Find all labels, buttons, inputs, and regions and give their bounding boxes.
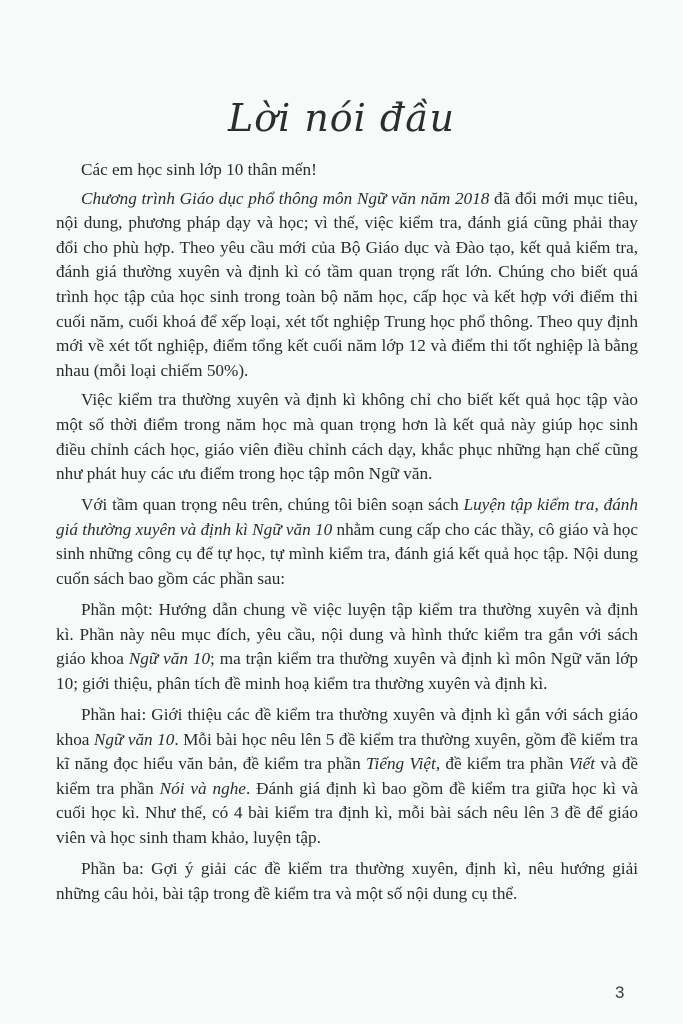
- paragraph-3: Với tầm quan trọng nêu trên, chúng tôi biên soạn sách Luyện tập kiểm tra, đánh giá thường xuyên và định kì Ngữ văn 10 nhằm cung cấp cho các thầy, cô giáo và học sinh những công cụ để tự học, tự mình kiểm tra, đánh giá kết quả học tập. Nội dung cuốn sách bao gồm các phần sau:: [56, 495, 638, 588]
- greeting: Các em học sinh lớp 10 thân mến!: [81, 160, 317, 179]
- section-name-tieng-viet: Tiếng Việt: [365, 754, 436, 774]
- body-text: [56, 158, 638, 913]
- textbook-title: Ngữ văn 10: [93, 729, 175, 749]
- page-title: Lời nói đầu: [227, 96, 455, 140]
- paragraph-part-two: Phần hai: Giới thiệu các đề kiểm tra thường xuyên và định kì gắn với sách giáo khoa Ngữ văn 10. Mỗi bài học nêu lên 5 đề kiểm tra thường xuyên, gồm đề kiểm tra kĩ năng đọc hiểu văn bản, đề kiểm tra phần Tiếng Việt, đề kiểm tra phần Viết và đề kiểm tra phần Nói và nghe. Đánh giá định kì bao gồm đề kiểm tra giữa học kì và cuối học kì. Như thế, có 4 bài kiểm tra định kì, mỗi bài sách nêu lên 3 đề để giáo viên và học sinh tham khảo, luyện tập.: [56, 704, 639, 847]
- textbook-title: Ngữ văn 10: [128, 649, 211, 669]
- paragraph-part-one: Phần một: Hướng dẫn chung về việc luyện tập kiểm tra thường xuyên và định kì. Phần này nêu mục đích, yêu cầu, nội dung và hình thức kiểm tra gắn với sách giáo khoa Ngữ văn 10; ma trận kiểm tra thường xuyên và định kì môn Ngữ văn lớp 10; giới thiệu, phân tích đề minh hoạ kiểm tra thường xuyên và định kì.: [56, 600, 638, 693]
- book-title-practice: Luyện tập kiểm tra, đánh giá thường xuyên và định kì Ngữ văn 10: [56, 495, 638, 539]
- paragraph-2: Việc kiểm tra thường xuyên và định kì không chỉ cho biết kết quả học tập vào một số thời điểm trong năm học mà quan trọng hơn là kết quả này giúp học sinh điều chỉnh cách học, giáo viên điều chỉnh cách dạy, khắc phục những hạn chế cũng như phát huy các ưu điểm trong học tập môn Ngữ văn.: [56, 390, 638, 484]
- page-number: 3: [615, 983, 625, 1002]
- paragraph-part-three: Phần ba: Gợi ý giải các đề kiểm tra thường xuyên, định kì, nêu hướng giải những câu hỏi, bài tập trong đề kiểm tra và một số nội dung cụ thể.: [56, 859, 638, 903]
- section-name-noi-va-nghe: Nói và nghe: [159, 778, 246, 798]
- paragraph-1: Chương trình Giáo dục phổ thông môn Ngữ văn năm 2018 đã đổi mới mục tiêu, nội dung, phương pháp dạy và học; vì thế, việc kiểm tra, đánh giá cũng phải thay đổi cho phù hợp. Theo yêu cầu mới của Bộ Giáo dục và Đào tạo, kết quả kiểm tra, đánh giá thường xuyên và định kì có tầm quan trọng rất lớn. Chúng cho biết quá trình học tập của học sinh trong toàn bộ năm học, cấp học và kết hợp với điểm thi cuối năm, cuối khoá để xếp loại, xét tốt nghiệp Trung học phổ thông. Theo quy định mới về xét tốt nghiệp, điểm tổng kết cuối năm lớp 12 và điểm thi tốt nghiệp là bằng nhau (mỗi loại chiếm 50%).: [56, 188, 638, 380]
- section-name-viet: Viết: [568, 754, 595, 774]
- book-title-program: Chương trình Giáo dục phổ thông môn Ngữ văn năm 2018: [81, 188, 490, 208]
